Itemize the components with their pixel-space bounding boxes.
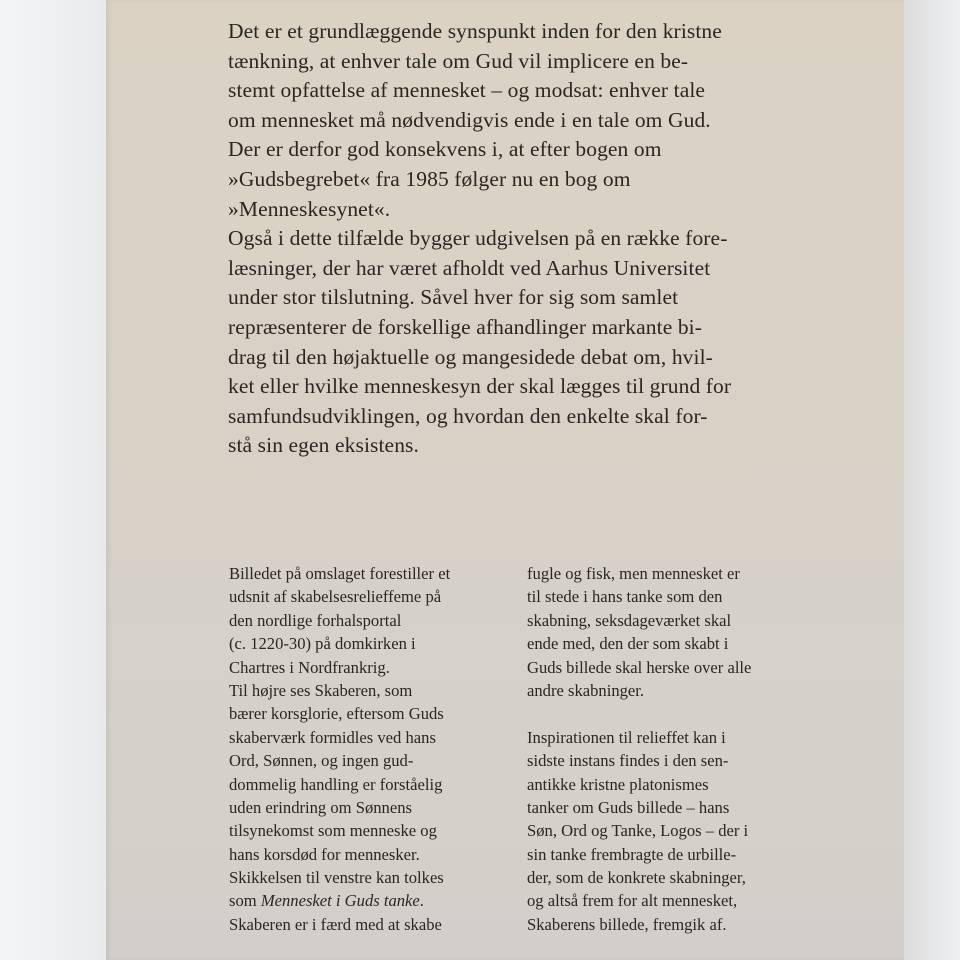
caption-line: den nordlige forhalsportal: [229, 610, 402, 630]
blurb-line: tænkning, at enhver tale om Gud vil implicere en be-: [228, 48, 689, 73]
blurb-line: samfundsudviklingen, og hvordan den enkelte skal for-: [228, 403, 708, 428]
blurb-line: om mennesket må nødvendigvis ende i en tale om Gud.: [228, 107, 711, 132]
blurb-text: [228, 17, 731, 461]
caption-text: .: [419, 891, 424, 911]
blurb-line: ket eller hvilke menneskesyn der skal lægges til grund for: [228, 374, 732, 399]
background-right: [904, 0, 960, 960]
caption-line: udsnit af skabelsesrelieffeme på: [229, 587, 442, 607]
caption-line: sin tanke frembragte de urbille-: [527, 844, 737, 864]
caption-line: [229, 889, 450, 912]
blurb-line: under stor tilslutning. Såvel hver for sig som samlet: [228, 285, 679, 310]
caption-line: Til højre ses Skaberen, som: [229, 680, 413, 700]
blurb-line: »Menneskesynet«.: [228, 196, 391, 221]
caption-line: Inspirationen til relieffet kan i: [527, 727, 726, 747]
blurb-line: repræsenterer de forskellige afhandlinger markante bi-: [228, 314, 703, 339]
caption-line: sidste instans findes i den sen-: [527, 751, 729, 771]
caption-line: fugle og fisk, men mennesket er: [527, 564, 740, 583]
caption-line: Chartres i Nordfrankrig.: [229, 657, 390, 677]
caption-line: Skikkelsen til venstre kan tolkes: [229, 868, 444, 888]
caption-line: antikke kristne platonismes: [527, 774, 709, 794]
blurb-line: Der er derfor god konsekvens i, at efter bogen om: [228, 137, 662, 162]
blurb-line: stemt opfattelse af mennesket – og modsat: enhver tale: [228, 78, 706, 103]
caption-line: skabning, seksdageværket skal: [527, 610, 732, 630]
blurb-line: Også i dette tilfælde bygger udgivelsen på en række fore-: [228, 226, 728, 251]
caption-line: hans korsdød for mennesker.: [229, 844, 420, 864]
blurb-line: »Gudsbegrebet« fra 1985 følger nu en bog om: [228, 166, 631, 191]
caption-line: ende med, den der som skabt i: [527, 634, 729, 654]
caption-line: og altså frem for alt mennesket,: [527, 891, 738, 911]
caption-line: Guds billede skal herske over alle: [527, 657, 752, 677]
caption-line: Søn, Ord og Tanke, Logos – der i: [527, 821, 749, 841]
caption-line: andre skabninger.: [527, 680, 645, 700]
caption-line: til stede i hans tanke som den: [527, 587, 723, 607]
caption-text: som: [229, 891, 261, 911]
caption-line: Skaberen er i færd med at skabe: [229, 914, 442, 934]
caption-line: bærer korsglorie, eftersom Guds: [229, 704, 444, 724]
blurb-line: Det er et grundlæggende synspunkt inden for den kristne: [228, 19, 722, 43]
italic-title: Mennesket i Guds tanke: [260, 891, 420, 911]
caption-line: Ord, Sønnen, og ingen gud-: [229, 751, 414, 771]
caption-line: Billedet på omslaget forestiller et: [229, 564, 451, 583]
caption-line: der, som de konkrete skabninger,: [527, 868, 746, 888]
caption-line: Skaberens billede, fremgik af.: [527, 914, 727, 934]
caption-left-column: [229, 562, 450, 936]
caption-line: dommelig handling er forståelig: [229, 774, 443, 794]
caption-line: tanker om Guds billede – hans: [527, 797, 730, 817]
caption-line: uden erindring om Sønnens: [229, 797, 412, 817]
background-left: [0, 0, 106, 960]
caption-right-column: [527, 562, 751, 936]
caption-line: skaberværk formidles ved hans: [229, 727, 436, 747]
paragraph-gap: [527, 702, 751, 725]
blurb-line: stå sin egen eksistens.: [228, 433, 419, 458]
caption-line: tilsynekomst som menneske og: [229, 821, 437, 841]
blurb-line: læsninger, der har været afholdt ved Aarhus Universitet: [228, 255, 711, 280]
caption-line: (c. 1220-30) på domkirken i: [229, 634, 416, 654]
blurb-line: drag til den højaktuelle og mangesidede debat om, hvil-: [228, 344, 713, 369]
